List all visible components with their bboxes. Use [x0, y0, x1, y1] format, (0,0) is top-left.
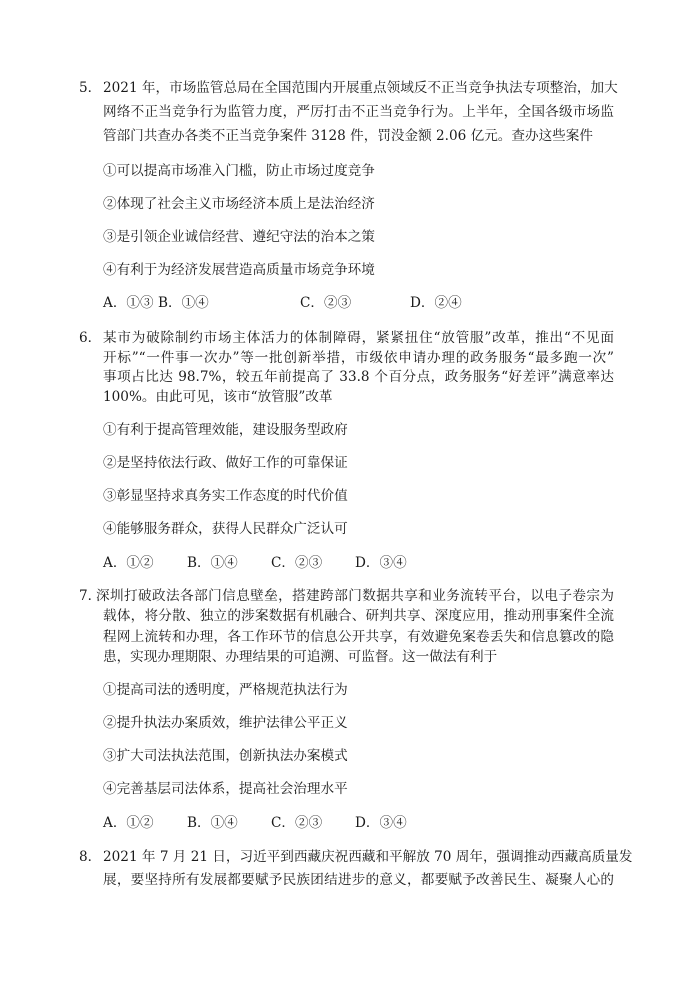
choice-a: A．①② — [103, 815, 154, 831]
question-stem-line: 管部门共查办各类不正当竞争案件 3128 件，罚没金额 2.06 亿元。查办这些案件 — [103, 128, 593, 144]
choice-a: A．①③ — [103, 295, 154, 311]
statement-2: ②是坚持依法行政、做好工作的可靠保证 — [103, 455, 348, 471]
question-number: 5． — [79, 80, 102, 96]
question-stem-line: 网络不正当竞争行为监管力度，严厉打击不正当竞争行为。上半年，全国各级市场监 — [103, 104, 614, 120]
choice-d: D．②④ — [410, 295, 462, 311]
choice-b: B．①④ — [187, 815, 238, 831]
question-stem-line: 深圳打破政法各部门信息壁垒，搭建跨部门数据共享和业务流转平台，以电子卷宗为 — [96, 588, 614, 604]
statement-4: ④有利于为经济发展营造高质量市场竞争环境 — [103, 262, 375, 278]
question-stem-line: 2021 年，市场监管总局在全国范围内开展重点领域反不正当竞争执法专项整治，加大 — [103, 80, 618, 96]
statement-3: ③扩大司法执法范围，创新执法办案模式 — [103, 748, 348, 764]
choice-c: C．②③ — [271, 555, 323, 571]
choice-b: B．①④ — [187, 555, 238, 571]
question-stem-line: 患，实现办理期限、办理结果的可追溯、可监督。这一做法有利于 — [103, 649, 498, 665]
question-stem-line: 2021 年 7 月 21 日，习近平到西藏庆祝西藏和平解放 70 周年，强调推动西藏高质量发 — [103, 849, 633, 865]
choice-c: C．②③ — [271, 815, 323, 831]
question-stem-line: 事项占比达 98.7%，较五年前提高了 33.8 个百分点，政务服务“好差评”满意率达 — [103, 369, 614, 385]
question-stem-line: 程网上流转和办理，各工作环节的信息公开共享，有效避免案卷丢失和信息篡改的隐 — [103, 629, 614, 645]
statement-3: ③是引领企业诚信经营、遵纪守法的治本之策 — [103, 229, 375, 245]
statement-1: ①可以提高市场准入门槛，防止市场过度竞争 — [103, 163, 375, 179]
statement-1: ①有利于提高管理效能，建设服务型政府 — [103, 422, 348, 438]
statement-2: ②体现了社会主义市场经济本质上是法治经济 — [103, 196, 375, 212]
question-stem-line: 展，要坚持所有发展都要赋予民族团结进步的意义，都要赋予改善民生、凝聚人心的 — [103, 872, 614, 888]
question-number: 6． — [79, 330, 102, 346]
question-stem-line: 某市为破除制约市场主体活力的体制障碍，紧紧扭住“放管服”改革，推出“不见面 — [103, 330, 614, 346]
statement-4: ④能够服务群众，获得人民群众广泛认可 — [103, 521, 348, 537]
choice-a: A．①② — [103, 555, 154, 571]
question-stem-line: 载体，将分散、独立的涉案数据有机融合、研判共享、深度应用，推动刑事案件全流 — [103, 608, 614, 624]
question-stem-line: 开标”“一件事一次办”等一批创新举措，市级依申请办理的政务服务“最多跑一次” — [103, 350, 614, 366]
statement-2: ②提升执法办案质效，维护法律公平正义 — [103, 715, 348, 731]
choice-c: C．②③ — [300, 295, 352, 311]
question-number: 7． — [79, 588, 102, 604]
statement-3: ③彰显坚持求真务实工作态度的时代价值 — [103, 488, 348, 504]
choice-d: D．③④ — [355, 815, 407, 831]
statement-4: ④完善基层司法体系，提高社会治理水平 — [103, 781, 348, 797]
choice-d: D．③④ — [355, 555, 407, 571]
question-number: 8． — [79, 849, 102, 865]
choice-b: B．①④ — [158, 295, 209, 311]
statement-1: ①提高司法的透明度，严格规范执法行为 — [103, 682, 348, 698]
question-stem-line: 100%。由此可见，该市“放管服”改革 — [103, 389, 333, 405]
